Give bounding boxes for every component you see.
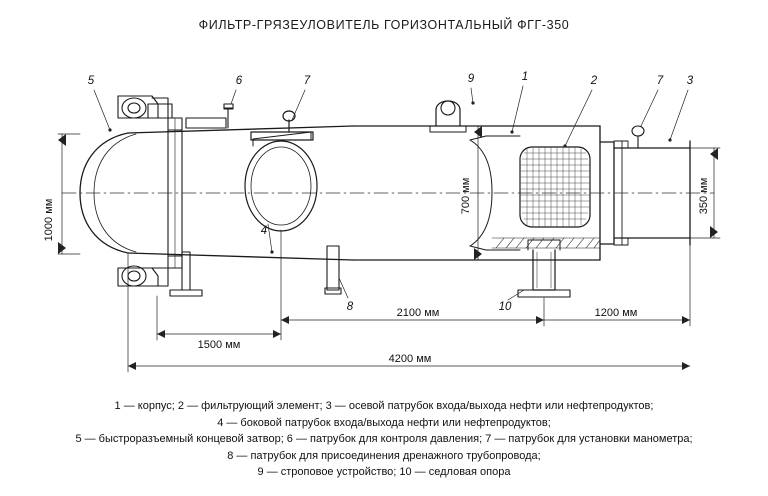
nozzle-manometer-right [632,126,644,148]
callout-2: 2 [590,75,598,87]
dim-height-left-label: 1000 мм [43,198,55,242]
dim-len-1200-label: 1200 мм [594,307,638,319]
nozzle-pressure-control [148,104,233,128]
dim-len-1500 [157,230,281,340]
dim-len-1500-label: 1500 мм [197,339,241,351]
dim-height-left [58,134,80,254]
drain-nozzle-8 [325,246,341,294]
dimension-labels [43,178,710,365]
lifting-lug-9 [430,101,466,132]
closure-hinge-upper [118,96,168,118]
dim-height-mid-label: 700 мм [460,177,472,215]
callout-9: 9 [467,73,475,85]
legend-line-2: 4 — боковой патрубок входа/выхода нефти или нефтепродуктов; [217,416,551,429]
callout-6: 6 [235,75,243,87]
callout-labels [88,71,694,313]
leader-dots [108,101,671,253]
callout-8: 8 [346,301,354,313]
callout-1: 1 [521,71,529,83]
legend-line-3: 5 — быстроразъемный концевой затвор; 6 — патрубок для контроля давления; 7 — патрубок для установки манометра; [75,433,693,445]
dim-len-4200-label: 4200 мм [388,353,432,365]
dim-height-right-label: 350 мм [698,177,710,215]
legend [0,398,768,481]
dim-len-2100-label: 2100 мм [396,307,440,319]
top-flange-left [186,118,226,128]
legend-line-1: 1 — корпус; 2 — фильтрующий элемент; 3 — осевой патрубок входа/выхода нефти или нефтепродуктов; [114,400,654,412]
saddle-support-10 [518,240,570,297]
closure-hinge-lower [118,266,168,286]
callout-5: 5 [87,75,95,87]
legend-line-5: 9 — строповое устройство; 10 — седловая опора [257,466,511,478]
callout-7-right: 7 [656,75,664,87]
callout-10: 10 [498,301,512,313]
callout-7-left: 7 [303,75,311,87]
callout-3: 3 [686,75,694,87]
legend-line-4: 8 — патрубок для присоединения дренажного трубопровода; [227,449,541,462]
page-title: ФИЛЬТР-ГРЯЗЕУЛОВИТЕЛЬ ГОРИЗОНТАЛЬНЫЙ ФГГ-350 [198,18,570,32]
callout-4: 4 [260,225,268,237]
